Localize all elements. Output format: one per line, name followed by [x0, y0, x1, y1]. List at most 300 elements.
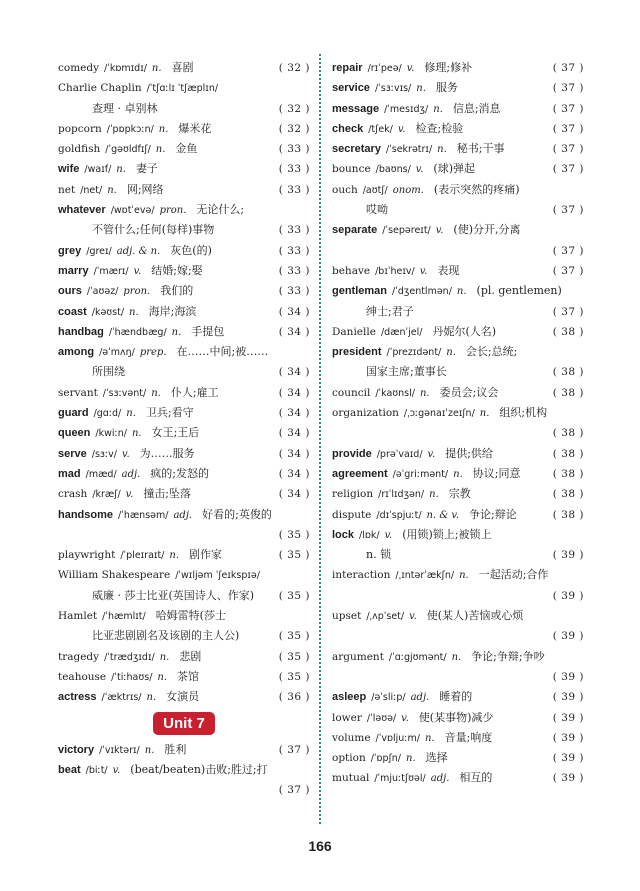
- chinese-meaning: 悲剧: [179, 649, 202, 663]
- chinese-meaning: 网;网络: [126, 182, 164, 196]
- column-divider: [319, 54, 321, 824]
- headword: message: [332, 102, 380, 115]
- vocab-entry: [58, 464, 310, 484]
- part-of-speech: n.: [116, 164, 126, 176]
- part-of-speech: n.: [479, 408, 490, 420]
- phonetic: /ˈvɒljuːm/: [375, 732, 420, 744]
- entry-continuation: [332, 302, 584, 322]
- entry-line: [332, 119, 584, 139]
- phonetic: /ˈhændbæg/: [108, 326, 167, 338]
- chinese-meaning: 表现: [437, 263, 460, 277]
- part-of-speech: v.: [427, 448, 436, 460]
- phonetic: /ˌʌpˈset/: [366, 611, 405, 623]
- part-of-speech: v.: [435, 225, 444, 237]
- entry-line: [58, 281, 310, 301]
- part-of-speech: n.: [171, 326, 182, 338]
- vocab-entry: [58, 667, 310, 687]
- headword: actress: [58, 691, 97, 704]
- chinese-meaning-continued: 所围绕: [92, 365, 125, 379]
- vocab-entry: [332, 728, 584, 748]
- vocab-entry: [58, 545, 310, 565]
- page-reference: ( 34 ): [278, 467, 310, 480]
- phonetic: /ˈmjuːtʃʊəl/: [374, 773, 426, 785]
- headword: Hamlet: [58, 610, 98, 623]
- entry-line: [332, 484, 584, 504]
- headword: service: [332, 82, 370, 95]
- entry-line: [332, 687, 584, 707]
- headword: bounce: [332, 163, 371, 176]
- headword: president: [332, 346, 382, 359]
- entry-line: [332, 342, 584, 362]
- part-of-speech: n.: [131, 428, 142, 440]
- chinese-meaning: 使(某人)苦恼或心烦: [426, 609, 524, 623]
- page-reference: ( 37 ): [552, 122, 584, 135]
- vocab-entry: [332, 180, 584, 221]
- phonetic: /kræʃ/: [92, 489, 121, 501]
- page-reference: ( 39 ): [552, 731, 584, 744]
- part-of-speech: v.: [397, 123, 406, 135]
- headword: tragedy: [58, 650, 100, 663]
- part-of-speech: v.: [409, 611, 417, 623]
- part-of-speech: n.: [107, 184, 117, 196]
- part-of-speech: prep.: [139, 347, 167, 359]
- vocab-entry: [58, 78, 310, 119]
- phonetic: /ˈɒpʃn/: [370, 753, 402, 765]
- page-reference: ( 33 ): [278, 183, 310, 196]
- phonetic: /tʃek/: [368, 123, 393, 135]
- phonetic: /wɒtˈevə/: [110, 205, 155, 217]
- vocab-entry: [58, 687, 310, 707]
- headword: religion: [332, 488, 374, 501]
- entry-line: [58, 241, 310, 261]
- part-of-speech: n.: [159, 651, 170, 663]
- phonetic: /ˈkɒmɪdɪ/: [104, 63, 147, 74]
- chinese-meaning: 金鱼: [175, 142, 198, 156]
- chinese-meaning: (beat/beaten)击败;胜过;打: [130, 762, 268, 776]
- page-reference: ( 38 ): [552, 427, 584, 440]
- entry-line: [58, 302, 310, 322]
- entry-line: [58, 740, 310, 760]
- vocab-entry: [332, 708, 584, 728]
- chinese-meaning: 剧作家: [189, 548, 223, 562]
- chinese-meaning: 提供;供给: [445, 446, 493, 460]
- phonetic: /ˈdʒentlmən/: [392, 286, 452, 298]
- part-of-speech: pron.: [123, 286, 151, 298]
- entry-line: [332, 464, 584, 484]
- headword: Danielle: [332, 325, 376, 338]
- phonetic: /ˈtiːhaʊs/: [111, 671, 153, 683]
- headword: queen: [58, 427, 91, 440]
- page-reference: ( 39 ): [552, 630, 584, 643]
- chinese-meaning: 委员会;议会: [439, 385, 499, 399]
- phonetic: /kwiːn/: [95, 428, 127, 440]
- phonetic: /bɪˈheɪv/: [375, 265, 415, 277]
- part-of-speech: n.: [453, 468, 463, 480]
- entry-line: [332, 58, 584, 78]
- left-column: [58, 58, 310, 800]
- entry-line: [332, 322, 584, 342]
- headword: mutual: [332, 772, 370, 785]
- part-of-speech: onom.: [392, 184, 424, 196]
- part-of-speech: v.: [112, 764, 121, 776]
- part-of-speech: n.: [429, 489, 439, 501]
- phonetic: /biːt/: [85, 764, 108, 776]
- page-reference: ( 33 ): [278, 285, 310, 298]
- vocab-entry: [332, 281, 584, 322]
- headword: organization: [332, 407, 399, 420]
- chinese-meaning: 结婚;嫁;娶: [151, 263, 203, 277]
- vocab-entry: [58, 180, 310, 200]
- vocab-entry: [332, 606, 584, 647]
- vocab-entry: [58, 647, 310, 667]
- entry-line: [332, 525, 584, 545]
- part-of-speech: v.: [125, 489, 134, 501]
- headword: upset: [332, 610, 362, 623]
- part-of-speech: n.: [446, 347, 456, 359]
- phonetic: /ˈæktrɪs/: [101, 692, 142, 704]
- headword: net: [58, 183, 76, 196]
- chinese-meaning: 好看的;英俊的: [202, 507, 272, 521]
- entry-line: [58, 545, 310, 565]
- chinese-meaning-continued: 威廉 · 莎士比亚(英国诗人、作家): [92, 588, 255, 602]
- vocab-entry: [332, 78, 584, 98]
- phonetic: /ˈpleɪraɪt/: [120, 550, 165, 562]
- entry-line: [58, 505, 310, 525]
- chinese-meaning: 协议;同意: [472, 466, 521, 480]
- page-reference: ( 37 ): [552, 163, 584, 176]
- phonetic: /ˈpɒpkɔːn/: [106, 123, 154, 135]
- part-of-speech: n.: [169, 550, 180, 562]
- chinese-meaning-continued: 国家主席;董事长: [366, 365, 447, 379]
- headword: secretary: [332, 143, 381, 156]
- entry-continuation: [58, 220, 310, 240]
- entry-line: [332, 708, 584, 728]
- vocab-entry: [58, 302, 310, 322]
- headword: guard: [58, 407, 89, 420]
- chinese-meaning: 选择: [425, 751, 448, 765]
- headword: crash: [58, 488, 88, 501]
- entry-line: [58, 78, 310, 98]
- chinese-meaning: 秘书;干事: [456, 142, 505, 156]
- entry-continuation: [332, 626, 584, 646]
- phonetic: /ˈprezɪdənt/: [386, 347, 442, 359]
- headword: council: [332, 386, 371, 399]
- chinese-meaning: 使(某事物)减少: [418, 710, 494, 724]
- phonetic: /ˈaʊəz/: [86, 286, 119, 298]
- page-reference: ( 34 ): [278, 427, 310, 440]
- vocab-entry: [332, 464, 584, 484]
- vocab-entry: [58, 423, 310, 443]
- chinese-meaning: 女王;王后: [151, 426, 200, 440]
- entry-line: [332, 748, 584, 768]
- unit-heading: [58, 708, 310, 740]
- headword: servant: [58, 386, 98, 399]
- headword: serve: [58, 447, 87, 460]
- page-reference: ( 35 ): [278, 528, 310, 541]
- headword: beat: [58, 763, 81, 776]
- entry-continuation: [58, 362, 310, 382]
- page-reference: ( 38 ): [552, 508, 584, 521]
- entry-line: [58, 180, 310, 200]
- phonetic: /ˈsekrətrɪ/: [385, 144, 433, 156]
- part-of-speech: v.: [406, 63, 415, 74]
- headword: lock: [332, 528, 355, 541]
- page-reference: ( 37 ): [552, 244, 584, 257]
- chinese-meaning-continued: 不管什么;任何(每样)事物: [92, 223, 215, 237]
- vocab-entry: [332, 342, 584, 383]
- chinese-meaning: 争论;争辩;争吵: [471, 649, 545, 663]
- headword: ouch: [332, 183, 358, 196]
- part-of-speech: n.: [144, 744, 155, 756]
- part-of-speech: n.: [155, 144, 166, 156]
- entry-line: [332, 78, 584, 98]
- page-reference: ( 39 ): [552, 670, 584, 683]
- vocab-entry: [332, 119, 584, 139]
- headword: ours: [58, 285, 82, 298]
- page-reference: ( 32 ): [278, 122, 310, 135]
- headword: option: [332, 752, 366, 765]
- vocab-entry: [332, 444, 584, 464]
- entry-continuation: [58, 525, 310, 545]
- vocab-entry: [332, 220, 584, 261]
- page-reference: ( 39 ): [552, 772, 584, 785]
- entry-line: [58, 383, 310, 403]
- vocab-entry: [58, 606, 310, 647]
- entry-line: [332, 444, 584, 464]
- chinese-meaning: 女演员: [166, 690, 200, 704]
- phonetic: /greɪ/: [86, 245, 112, 257]
- entry-line: [58, 119, 310, 139]
- phonetic: /prəˈvaɪd/: [376, 448, 423, 460]
- part-of-speech: pron.: [159, 205, 187, 217]
- entry-line: [58, 464, 310, 484]
- vocab-entry: [58, 119, 310, 139]
- part-of-speech: n.: [151, 387, 161, 399]
- headword: William Shakespeare: [58, 569, 171, 582]
- phonetic: /əˈmʌŋ/: [99, 347, 135, 359]
- chinese-meaning: 在……中间;被……: [176, 345, 269, 359]
- vocab-entry: [58, 139, 310, 159]
- page-number: 166: [308, 838, 332, 854]
- headword: whatever: [58, 204, 106, 217]
- chinese-meaning: (表示突然的疼痛): [433, 182, 520, 196]
- part-of-speech: adj.: [410, 692, 430, 704]
- phonetic: /ˈhæmlɪt/: [102, 611, 146, 623]
- headword: interaction: [332, 569, 391, 582]
- chinese-meaning: 丹妮尔(人名): [432, 324, 497, 338]
- phonetic: /baʊns/: [375, 164, 411, 176]
- part-of-speech: n. & v.: [426, 509, 460, 521]
- chinese-meaning: 胜利: [164, 742, 187, 756]
- page-reference: ( 39 ): [552, 711, 584, 724]
- chinese-meaning: 服务: [435, 81, 458, 95]
- phonetic: /əˈgriːmənt/: [392, 468, 449, 480]
- entry-line: [58, 200, 310, 220]
- phonetic: /net/: [80, 184, 103, 196]
- part-of-speech: n.: [424, 732, 435, 744]
- chinese-meaning: 宗教: [448, 487, 471, 501]
- page-reference: ( 34 ): [278, 305, 310, 318]
- vocab-entry: [58, 322, 310, 342]
- vocab-entry: [332, 484, 584, 504]
- page-reference: ( 37 ): [552, 204, 584, 217]
- headword: teahouse: [58, 670, 107, 683]
- phonetic: /kəʊst/: [91, 306, 125, 318]
- headword: repair: [332, 62, 363, 74]
- entry-line: [58, 159, 310, 179]
- entry-line: [58, 58, 310, 78]
- vocab-entry: [58, 484, 310, 504]
- phonetic: /ˈləʊə/: [366, 712, 397, 724]
- entry-line: [58, 647, 310, 667]
- page-reference: ( 37 ): [552, 62, 584, 74]
- page-reference: ( 32 ): [278, 62, 310, 74]
- chinese-meaning-continued: n. 锁: [366, 548, 392, 562]
- page-reference: ( 33 ): [278, 264, 310, 277]
- page-reference: ( 34 ): [278, 447, 310, 460]
- part-of-speech: adj. & n.: [116, 245, 161, 257]
- entry-line: [58, 760, 310, 780]
- part-of-speech: n.: [151, 63, 162, 74]
- entry-line: [58, 444, 310, 464]
- phonetic: /ˌɪntərˈækʃn/: [395, 570, 455, 582]
- chinese-meaning: 会长;总统;: [465, 345, 518, 359]
- entry-line: [332, 220, 584, 240]
- part-of-speech: adj.: [121, 468, 141, 480]
- headword: wife: [58, 163, 80, 176]
- entry-line: [332, 728, 584, 748]
- phonetic: /ˈmesɪdʒ/: [384, 103, 429, 115]
- vocab-entry: [58, 403, 310, 423]
- phonetic: /rɪˈlɪdʒən/: [378, 489, 425, 501]
- chinese-meaning: 仆人;雇工: [170, 385, 219, 399]
- headword: agreement: [332, 467, 388, 480]
- entry-continuation: [332, 362, 584, 382]
- chinese-meaning-continued: 查理 · 卓别林: [92, 101, 158, 115]
- headword: grey: [58, 244, 82, 257]
- vocab-entry: [332, 525, 584, 566]
- entry-line: [58, 484, 310, 504]
- vocab-entry: [58, 58, 310, 78]
- part-of-speech: adj.: [430, 773, 450, 785]
- page-reference: ( 38 ): [552, 467, 584, 480]
- phonetic: /ˈsepəreɪt/: [382, 225, 431, 237]
- page-reference: ( 33 ): [278, 224, 310, 237]
- phonetic: /ˈwɪljəm ˈʃeɪkspɪə/: [175, 570, 260, 582]
- chinese-meaning: 喜剧: [171, 61, 194, 74]
- chinese-meaning: 检查;检验: [415, 121, 464, 135]
- chinese-meaning: 争论;辩论: [469, 507, 517, 521]
- entry-line: [332, 99, 584, 119]
- entry-continuation: [58, 626, 310, 646]
- vocab-entry: [332, 687, 584, 707]
- page-reference: ( 38 ): [552, 325, 584, 338]
- chinese-meaning: 修理;修补: [424, 61, 473, 74]
- headword: mad: [58, 467, 81, 480]
- entry-line: [332, 606, 584, 626]
- entry-line: [58, 423, 310, 443]
- chinese-meaning-continued: 比亚悲剧剧名及该剧的主人公): [92, 629, 240, 643]
- part-of-speech: v.: [401, 712, 409, 724]
- chinese-meaning: 睡着的: [439, 690, 473, 704]
- phonetic: /ˈtʃɑːlɪ ˈtʃæplɪn/: [146, 83, 219, 95]
- headword: playwright: [58, 549, 116, 562]
- entry-line: [58, 403, 310, 423]
- headword: among: [58, 346, 95, 359]
- part-of-speech: v.: [419, 265, 428, 277]
- phonetic: /dænˈjel/: [380, 326, 423, 338]
- phonetic: /ˈgəʊldfɪʃ/: [105, 144, 151, 156]
- chinese-meaning: 信息;消息: [452, 101, 501, 115]
- headword: separate: [332, 224, 378, 237]
- part-of-speech: n.: [406, 753, 416, 765]
- phonetic: /lɒk/: [359, 529, 380, 541]
- entry-line: [58, 565, 310, 585]
- page-reference: ( 34 ): [278, 407, 310, 420]
- vocab-entry: [332, 261, 584, 281]
- page-reference: ( 34 ): [278, 366, 310, 379]
- vocab-entry: [58, 281, 310, 301]
- chinese-meaning: (使)分开,分离: [453, 223, 521, 237]
- vocab-entry: [58, 505, 310, 546]
- entry-line: [58, 139, 310, 159]
- entry-continuation: [332, 241, 584, 261]
- chinese-meaning: 哈姆雷特(莎士: [155, 609, 226, 623]
- chinese-meaning: 我们的: [160, 284, 194, 298]
- chinese-meaning: 手提包: [191, 324, 225, 338]
- entry-continuation: [58, 99, 310, 119]
- page-reference: ( 38 ): [552, 386, 584, 399]
- headword: asleep: [332, 691, 367, 704]
- phonetic: /mæd/: [85, 468, 117, 480]
- page-reference: ( 37 ): [552, 143, 584, 156]
- entry-line: [332, 768, 584, 788]
- headword: dispute: [332, 508, 372, 521]
- entry-line: [58, 322, 310, 342]
- page-reference: ( 37 ): [278, 784, 310, 797]
- headword: gentleman: [332, 285, 388, 298]
- part-of-speech: n.: [459, 570, 469, 582]
- page-reference: ( 33 ): [278, 244, 310, 257]
- page-reference: ( 39 ): [552, 549, 584, 562]
- page-reference: ( 37 ): [552, 264, 584, 277]
- vocab-entry: [332, 748, 584, 768]
- phonetic: /ˈkaʊnsl/: [375, 387, 415, 399]
- chinese-meaning: 疯的;发怒的: [150, 466, 210, 480]
- entry-line: [58, 342, 310, 362]
- headword: marry: [58, 264, 89, 277]
- chinese-meaning: 无论什么;: [196, 203, 245, 217]
- vocab-entry: [58, 241, 310, 261]
- headword: provide: [332, 447, 372, 460]
- page-reference: ( 33 ): [278, 163, 310, 176]
- vocab-entry: [332, 139, 584, 159]
- phonetic: /ˈsɜːvənt/: [102, 387, 147, 399]
- part-of-speech: n.: [157, 671, 168, 683]
- phonetic: /ˌɔːgənaɪˈzeɪʃn/: [403, 408, 475, 420]
- page-reference: ( 32 ): [278, 102, 310, 115]
- chinese-meaning: 卫兵;看守: [145, 406, 194, 420]
- part-of-speech: n.: [126, 408, 136, 420]
- page-reference: ( 34 ): [278, 488, 310, 501]
- chinese-meaning-continued: 哎呦: [366, 203, 388, 217]
- vocab-entry: [58, 342, 310, 383]
- vocab-entry: [332, 383, 584, 403]
- chinese-meaning: (用锁)锁上;被锁上: [402, 527, 492, 541]
- entry-line: [332, 261, 584, 281]
- phonetic: /ˈtrædʒɪdɪ/: [104, 651, 155, 663]
- entry-continuation: [332, 545, 584, 565]
